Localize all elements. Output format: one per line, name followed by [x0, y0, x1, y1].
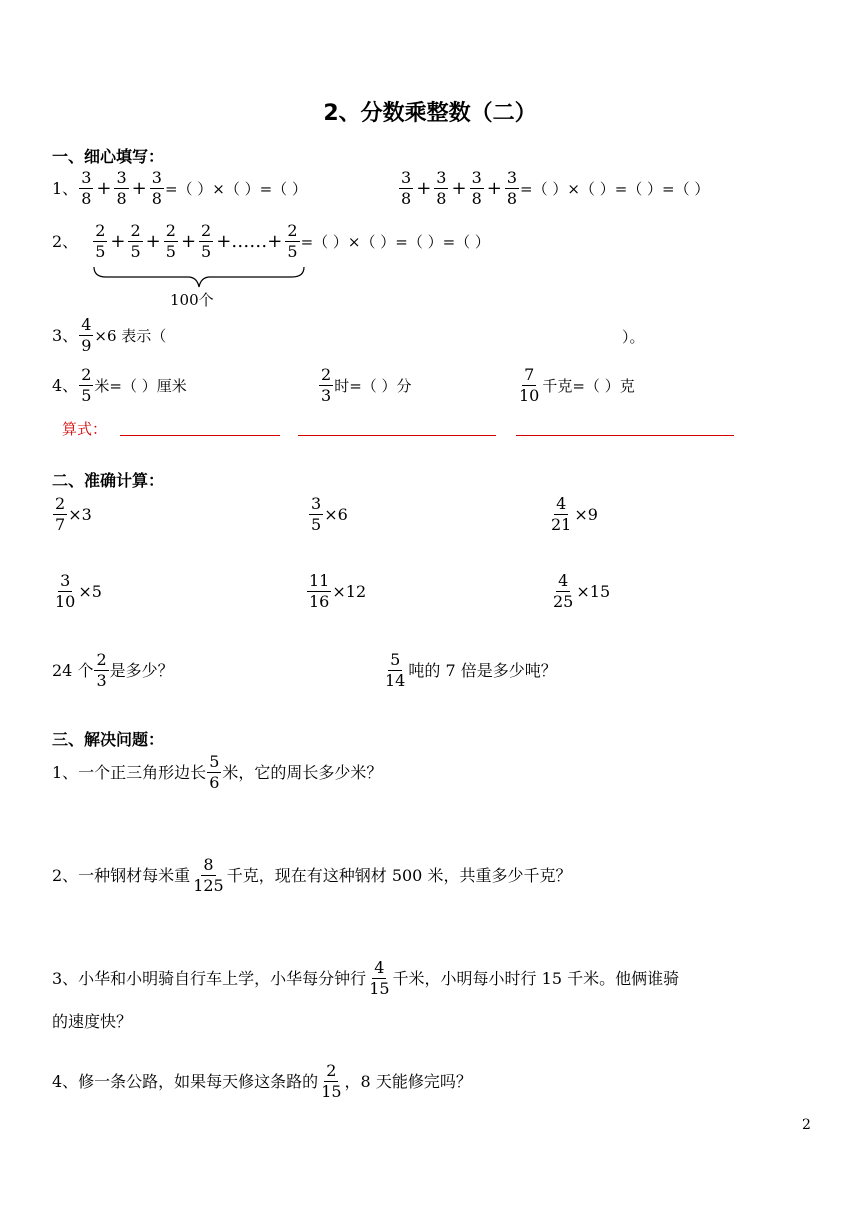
- q1-left-blanks: =（ ）×（ ）=（ ）: [164, 179, 307, 198]
- plus-sign: +: [145, 230, 161, 252]
- fraction: $\frac{2}{3}$: [321, 365, 332, 405]
- fraction: $\frac{4}{25}$: [553, 571, 574, 611]
- answer-line: [120, 435, 280, 436]
- calc-item: $\frac{2}{7}$ ×3: [55, 494, 92, 534]
- fraction: $\frac{3}{5}$: [311, 494, 322, 534]
- q4-c: [516, 365, 635, 406]
- fraction: $\frac{3}{8}$: [401, 168, 412, 208]
- fraction: $\frac{2}{5}$: [95, 221, 106, 261]
- problem-4: 4、修一条公路，如果每天修这条路的 $\frac{2}{15}$ ，8 天能修完吗？: [52, 1061, 472, 1101]
- plus-sign: +: [96, 177, 112, 199]
- fraction: $\frac{7}{10}$: [519, 365, 540, 405]
- q3-label: 3、: [52, 325, 79, 345]
- problem-2: 2、一种钢材每米重 $\frac{8}{125}$ 千克，现在有这种钢材 500 米，共重多少千克？: [52, 855, 572, 895]
- problem-1: 1、一个正三角形边长 $\frac{5}{6}$ 米，它的周长多少米？: [52, 752, 383, 792]
- fraction: $\frac{2}{15}$: [321, 1061, 342, 1101]
- fraction: $\frac{2}{5}$: [201, 221, 212, 261]
- fraction: $\frac{3}{8}$: [506, 168, 518, 208]
- plus-sign: +: [416, 177, 432, 199]
- formula-label: 算式：: [62, 420, 108, 438]
- plus-dots: +……+: [216, 230, 283, 252]
- plus-sign: +: [486, 177, 502, 199]
- fraction: $\frac{3}{8}$: [151, 168, 162, 208]
- fraction: $\frac{5}{6}$: [209, 752, 220, 792]
- problem-3: 3、小华和小明骑自行车上学，小华每分钟行 $\frac{4}{15}$ 千米，小明每小时行 15 千米。他俩谁骑: [52, 958, 680, 998]
- fraction: $\frac{8}{125}$: [193, 855, 224, 895]
- q1-label: 1、: [52, 178, 79, 198]
- fraction: $\frac{11}{16}$: [309, 571, 330, 611]
- fraction: $\frac{4}{15}$: [369, 958, 390, 998]
- q1-line: [52, 168, 307, 209]
- fraction: $\frac{2}{3}$: [96, 650, 107, 690]
- underbrace: [92, 265, 306, 289]
- q2-label: 2、: [52, 231, 79, 251]
- calc-question: 24 个 $\frac{2}{3}$ 是多少？: [52, 650, 174, 690]
- fraction: $\frac{2}{5}$: [165, 221, 176, 261]
- section2-heading: 二、准确计算：: [52, 471, 165, 490]
- fraction: $\frac{2}{7}$: [55, 494, 66, 534]
- fraction: $\frac{2}{5}$: [81, 365, 92, 405]
- plus-sign: +: [131, 177, 147, 199]
- calc-question: $\frac{5}{14}$ 吨的 7 倍是多少吨？: [385, 650, 557, 690]
- fraction: $\frac{5}{14}$: [385, 650, 406, 690]
- calc-item: $\frac{3}{5}$ ×6: [311, 494, 348, 534]
- q1-right-line: [398, 168, 709, 209]
- q3-line: [52, 315, 166, 356]
- fraction: $\frac{4}{21}$: [551, 494, 572, 534]
- fraction: $\frac{4}{9}$: [81, 315, 92, 355]
- problem-3-line2: 的速度快？: [52, 1012, 133, 1031]
- fraction: $\frac{3}{8}$: [471, 168, 482, 208]
- section1-heading: 一、细心填写：: [52, 147, 165, 166]
- q2-line: [52, 221, 490, 262]
- q4-line: [52, 365, 187, 406]
- q4-label: 4、: [52, 375, 79, 395]
- fraction: $\frac{2}{5}$: [130, 221, 141, 261]
- brace-label: 100个: [170, 291, 214, 309]
- calc-item: $\frac{11}{16}$ ×12: [309, 571, 367, 611]
- q4-c-text: 千克=（ ）克: [542, 376, 635, 395]
- q3-text: ×6 表示（: [94, 326, 167, 345]
- fraction: $\frac{2}{5}$: [287, 221, 298, 261]
- q4-b: [318, 365, 412, 406]
- calc-item: $\frac{3}{10}$ ×5: [55, 571, 102, 611]
- page-number: 2: [802, 1117, 811, 1133]
- fraction: $\frac{3}{8}$: [116, 168, 127, 208]
- calc-item: $\frac{4}{21}$ ×9: [551, 494, 598, 534]
- q3-close: ）。: [622, 328, 645, 346]
- plus-sign: +: [180, 230, 197, 252]
- page-title: 2、分数乘整数（二）: [323, 101, 537, 126]
- calc-item: $\frac{4}{25}$ ×15: [553, 571, 611, 611]
- fraction: $\frac{3}{8}$: [81, 168, 92, 208]
- fraction: $\frac{3}{8}$: [436, 168, 447, 208]
- plus-sign: +: [110, 230, 126, 252]
- section3-heading: 三、解决问题：: [52, 730, 165, 749]
- q4-b-text: 时=（ ）分: [334, 376, 412, 395]
- q2-blanks: =（ ）×（ ）=（ ）=（ ）: [300, 232, 490, 251]
- plus-sign: +: [451, 177, 467, 199]
- answer-line: [516, 435, 734, 436]
- fraction: $\frac{3}{10}$: [55, 571, 76, 611]
- answer-line: [298, 435, 496, 436]
- q1-right-blanks: =（ ）×（ ）=（ ）=（ ）: [520, 179, 710, 198]
- q4-a-text: 米=（ ）厘米: [94, 376, 187, 395]
